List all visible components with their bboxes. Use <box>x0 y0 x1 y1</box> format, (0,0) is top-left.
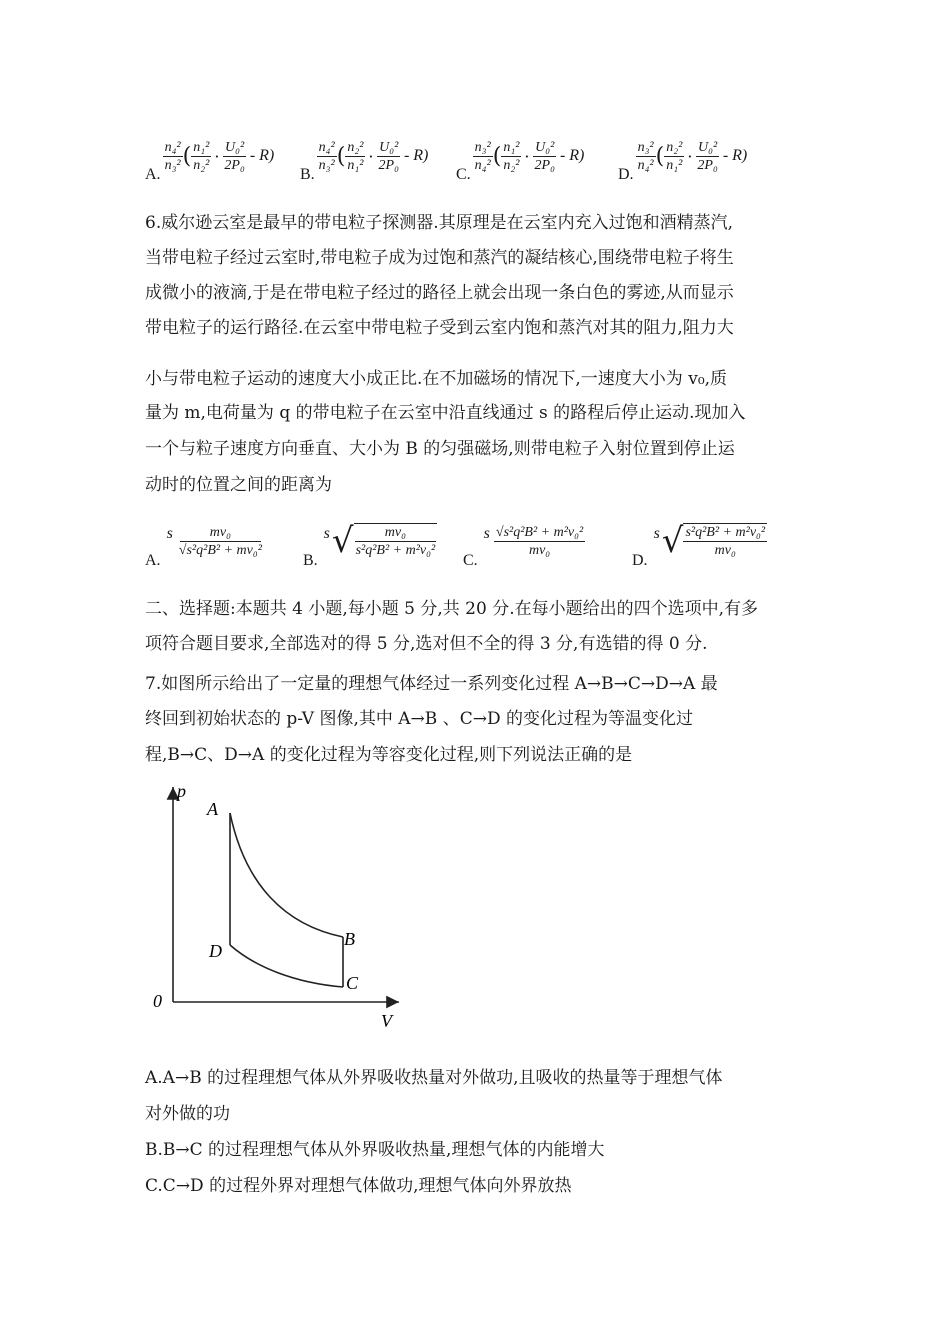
denominator: 2P₀ <box>534 157 555 173</box>
q6-line: 带电粒子的运行路径.在云室中带电粒子受到云室内饱和蒸汽对其的阻力,阻力大 <box>145 318 734 338</box>
fraction <box>494 524 585 559</box>
p-label: p <box>177 781 186 801</box>
option-label: B. <box>300 166 315 183</box>
denominator: 2P₀ <box>697 157 718 173</box>
denominator: √s²q²B² + mv₀² <box>178 542 262 558</box>
section-line: 项符合题目要求,全部选对的得 5 分,选对但不全的得 3 分,有选错的得 0 分. <box>145 634 708 654</box>
ratio-n <box>317 139 337 174</box>
point-b-label: B <box>344 929 355 949</box>
q6-line: 一个与粒子速度方向垂直、大小为 B 的匀强磁场,则带电粒子入射位置到停止运 <box>145 439 735 459</box>
fraction <box>354 523 438 559</box>
v-label: V <box>381 1011 392 1031</box>
denominator: s²q²B² + m²v₀² <box>355 543 436 558</box>
option-label: C. <box>456 166 471 183</box>
denominator: n₄² <box>474 157 491 173</box>
minus-r: - R) <box>403 147 429 164</box>
numerator: n₄² <box>164 139 181 155</box>
numerator: U₀² <box>225 139 245 155</box>
open-paren: ( <box>492 143 502 169</box>
q7-option-b[interactable]: B.B→C 的过程理想气体从外界吸收热量,理想气体的内能增大 <box>145 1140 605 1160</box>
q5-option-a[interactable]: A. $\frac{\text{n₄²}}{\text{n₃²}}$ ( $\frac{\text{n₁²}}{\text{n₂²}}$ · $\frac{\text{U₀²}}{\text{2P₀}}$ - R) <box>145 139 275 183</box>
ratio-n2 <box>345 139 365 174</box>
ratio-u <box>533 139 557 174</box>
numerator: n₃² <box>637 139 654 155</box>
q7-option-c[interactable]: C.C→D 的过程外界对理想气体做功,理想气体向外界放热 <box>145 1176 572 1196</box>
q5-option-c[interactable]: C. $\frac{\text{n₃²}}{\text{n₄²}}$ ( $\frac{\text{n₁²}}{\text{n₂²}}$ · $\frac{\text{U₀²}}{\text{2P₀}}$ - R) <box>456 139 585 183</box>
denominator: mv₀ <box>528 542 551 558</box>
coefficient-s: s <box>653 525 660 542</box>
origin-label: 0 <box>153 991 162 1011</box>
denominator: n₃² <box>164 157 181 173</box>
coefficient-s: s <box>323 525 330 542</box>
numerator: mv₀ <box>180 524 261 542</box>
open-paren: ( <box>655 143 665 169</box>
denominator: n₁² <box>666 157 683 173</box>
denominator: 2P₀ <box>224 157 245 173</box>
denominator: mv₀ <box>714 543 736 558</box>
numerator: n₃² <box>474 139 491 155</box>
q6-line: 当带电粒子经过云室时,带电粒子成为过饱和蒸汽的凝结核心,围绕带电粒子将生 <box>145 248 734 268</box>
fraction <box>683 523 767 559</box>
ratio-u <box>222 139 246 174</box>
q5-option-b[interactable]: B. $\frac{\text{n₄²}}{\text{n₃²}}$ ( $\frac{\text{n₂²}}{\text{n₁²}}$ · $\frac{\text{U₀²}}{\text{2P₀}}$ - R) <box>300 139 429 183</box>
ratio-n2 <box>664 139 684 174</box>
numerator: √s²q²B² + m²v₀² <box>495 524 584 540</box>
denominator: 2P₀ <box>378 157 399 173</box>
denominator: n₄² <box>637 157 654 173</box>
denominator: n₁² <box>347 157 364 173</box>
q6-option-a[interactable] <box>145 512 264 570</box>
option-label: D. <box>632 552 648 569</box>
numerator: n₁² <box>503 139 520 155</box>
ratio-n <box>636 139 656 174</box>
minus-r: - R) <box>559 147 585 164</box>
point-c-label: C <box>346 973 359 993</box>
sqrt-sign: √ <box>331 521 354 561</box>
numerator: U₀² <box>535 139 555 155</box>
q6-line: 小与带电粒子运动的速度大小成正比.在不加磁场的情况下,一速度大小为 v₀,质 <box>145 369 728 389</box>
option-label: D. <box>618 166 634 183</box>
numerator: s²q²B² + m²v₀² <box>685 525 766 540</box>
ratio-u <box>695 139 719 174</box>
numerator: U₀² <box>379 139 399 155</box>
q6-line: 6.威尔逊云室是最早的带电粒子探测器.其原理是在云室内充入过饱和酒精蒸汽, <box>145 213 734 233</box>
ratio-u <box>377 139 401 174</box>
denominator: n₂² <box>503 157 520 173</box>
q7-line: 程,B→C、D→A 的变化过程为等容变化过程,则下列说法正确的是 <box>145 745 633 765</box>
fraction <box>177 524 264 559</box>
q6-option-b[interactable] <box>303 512 437 570</box>
denominator: n₂² <box>193 157 210 173</box>
q6-option-d[interactable] <box>632 512 767 570</box>
open-paren: ( <box>336 143 346 169</box>
numerator: n₂² <box>347 139 364 155</box>
point-a-label: A <box>207 799 218 819</box>
isotherm-ab <box>230 813 343 937</box>
section-line: 二、选择题:本题共 4 小题,每小题 5 分,共 20 分.在每小题给出的四个选项中,有多 <box>145 599 759 619</box>
q6-line: 成微小的液滴,于是在带电粒子经过的路径上就会出现一条白色的雾迹,从而显示 <box>145 283 734 303</box>
numerator: mv₀ <box>355 524 436 542</box>
option-label: A. <box>145 166 161 183</box>
q7-option-a[interactable]: A.A→B 的过程理想气体从外界吸收热量对外做功,且吸收的热量等于理想气体 <box>145 1068 723 1088</box>
coefficient-s: s <box>483 525 490 542</box>
option-label: A. <box>145 552 161 569</box>
q7-option-a-cont: 对外做的功 <box>145 1104 230 1124</box>
numerator: n₂² <box>666 139 683 155</box>
option-label: B. <box>303 552 318 569</box>
minus-r: - R) <box>722 147 748 164</box>
ratio-n2 <box>191 139 211 174</box>
denominator: n₃² <box>318 157 335 173</box>
ratio-n2 <box>501 139 521 174</box>
q6-line: 动时的位置之间的距离为 <box>145 475 332 495</box>
q5-option-d[interactable]: D. $\frac{\text{n₃²}}{\text{n₄²}}$ ( $\frac{\text{n₂²}}{\text{n₁²}}$ · $\frac{\text{U₀²}}{\text{2P₀}}$ - R) <box>618 139 748 183</box>
sqrt-sign: √ <box>661 521 684 561</box>
isotherm-cd <box>230 945 343 987</box>
q6-line: 量为 m,电荷量为 q 的带电粒子在云室中沿直线通过 s 的路程后停止运动.现加入 <box>145 403 746 423</box>
point-d-label: D <box>209 941 222 961</box>
q6-option-c[interactable] <box>463 512 585 570</box>
numerator: n₁² <box>193 139 210 155</box>
numerator: U₀² <box>698 139 718 155</box>
minus-r: - R) <box>249 147 275 164</box>
q7-line: 7.如图所示给出了一定量的理想气体经过一系列变化过程 A→B→C→D→A 最 <box>145 674 718 694</box>
ratio-n <box>473 139 493 174</box>
open-paren: ( <box>182 143 192 169</box>
option-label: C. <box>463 552 478 569</box>
q7-line: 终回到初始状态的 p-V 图像,其中 A→B 、C→D 的变化过程为等温变化过 <box>145 709 693 729</box>
coefficient-s: s <box>166 525 173 542</box>
ratio-n <box>163 139 183 174</box>
numerator: n₄² <box>318 139 335 155</box>
pv-diagram <box>145 775 415 1035</box>
